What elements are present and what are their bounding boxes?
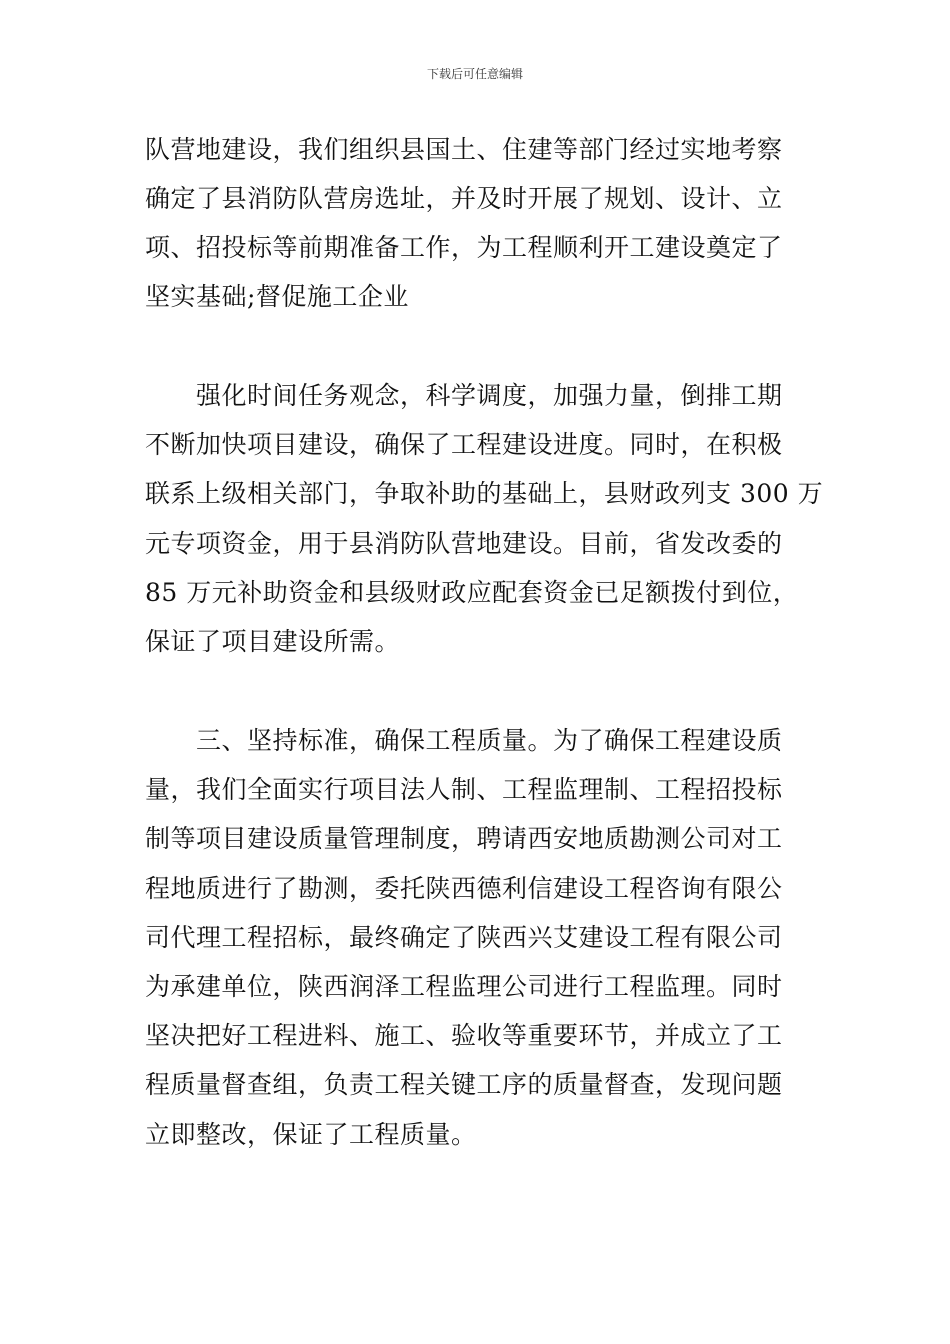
text-line: 85 万元补助资金和县级财政应配套资金已足额拨付到位， — [145, 578, 799, 607]
text-line: 立即整改，保证了工程质量。 — [145, 1120, 477, 1149]
text-line: 程地质进行了勘测，委托陕西德利信建设工程咨询有限公 — [145, 874, 783, 903]
text-line: 元专项资金，用于县消防队营地建设。目前，省发改委的 — [145, 529, 783, 558]
text-line: 不断加快项目建设，确保了工程建设进度。同时，在积极 — [145, 430, 783, 459]
text-line: 制等项目建设质量管理制度，聘请西安地质勘测公司对工 — [145, 824, 783, 853]
header-note: 下载后可任意编辑 — [426, 67, 523, 81]
text-line: 确定了县消防队营房选址，并及时开展了规划、设计、立 — [145, 184, 783, 213]
text-line: 联系上级相关部门，争取补助的基础上，县财政列支 300 万 — [145, 479, 824, 508]
text-line: 保证了项目建设所需。 — [145, 627, 401, 656]
text-line: 三、坚持标准，确保工程质量。为了确保工程建设质 — [145, 726, 783, 755]
text-line: 坚实基础;督促施工企业 — [145, 282, 409, 311]
text-line: 量，我们全面实行项目法人制、工程监理制、工程招投标 — [145, 775, 783, 804]
text-line: 坚决把好工程进料、施工、验收等重要环节，并成立了工 — [145, 1021, 783, 1050]
text-line: 程质量督查组，负责工程关键工序的质量督查，发现问题 — [145, 1070, 783, 1099]
text-line: 司代理工程招标，最终确定了陕西兴艾建设工程有限公司 — [145, 923, 783, 952]
text-line: 为承建单位，陕西润泽工程监理公司进行工程监理。同时 — [145, 972, 783, 1001]
text-line: 项、招投标等前期准备工作，为工程顺利开工建设奠定了 — [145, 233, 783, 262]
text-line: 队营地建设，我们组织县国土、住建等部门经过实地考察 — [145, 135, 783, 164]
text-line: 强化时间任务观念，科学调度，加强力量，倒排工期 — [145, 381, 783, 410]
